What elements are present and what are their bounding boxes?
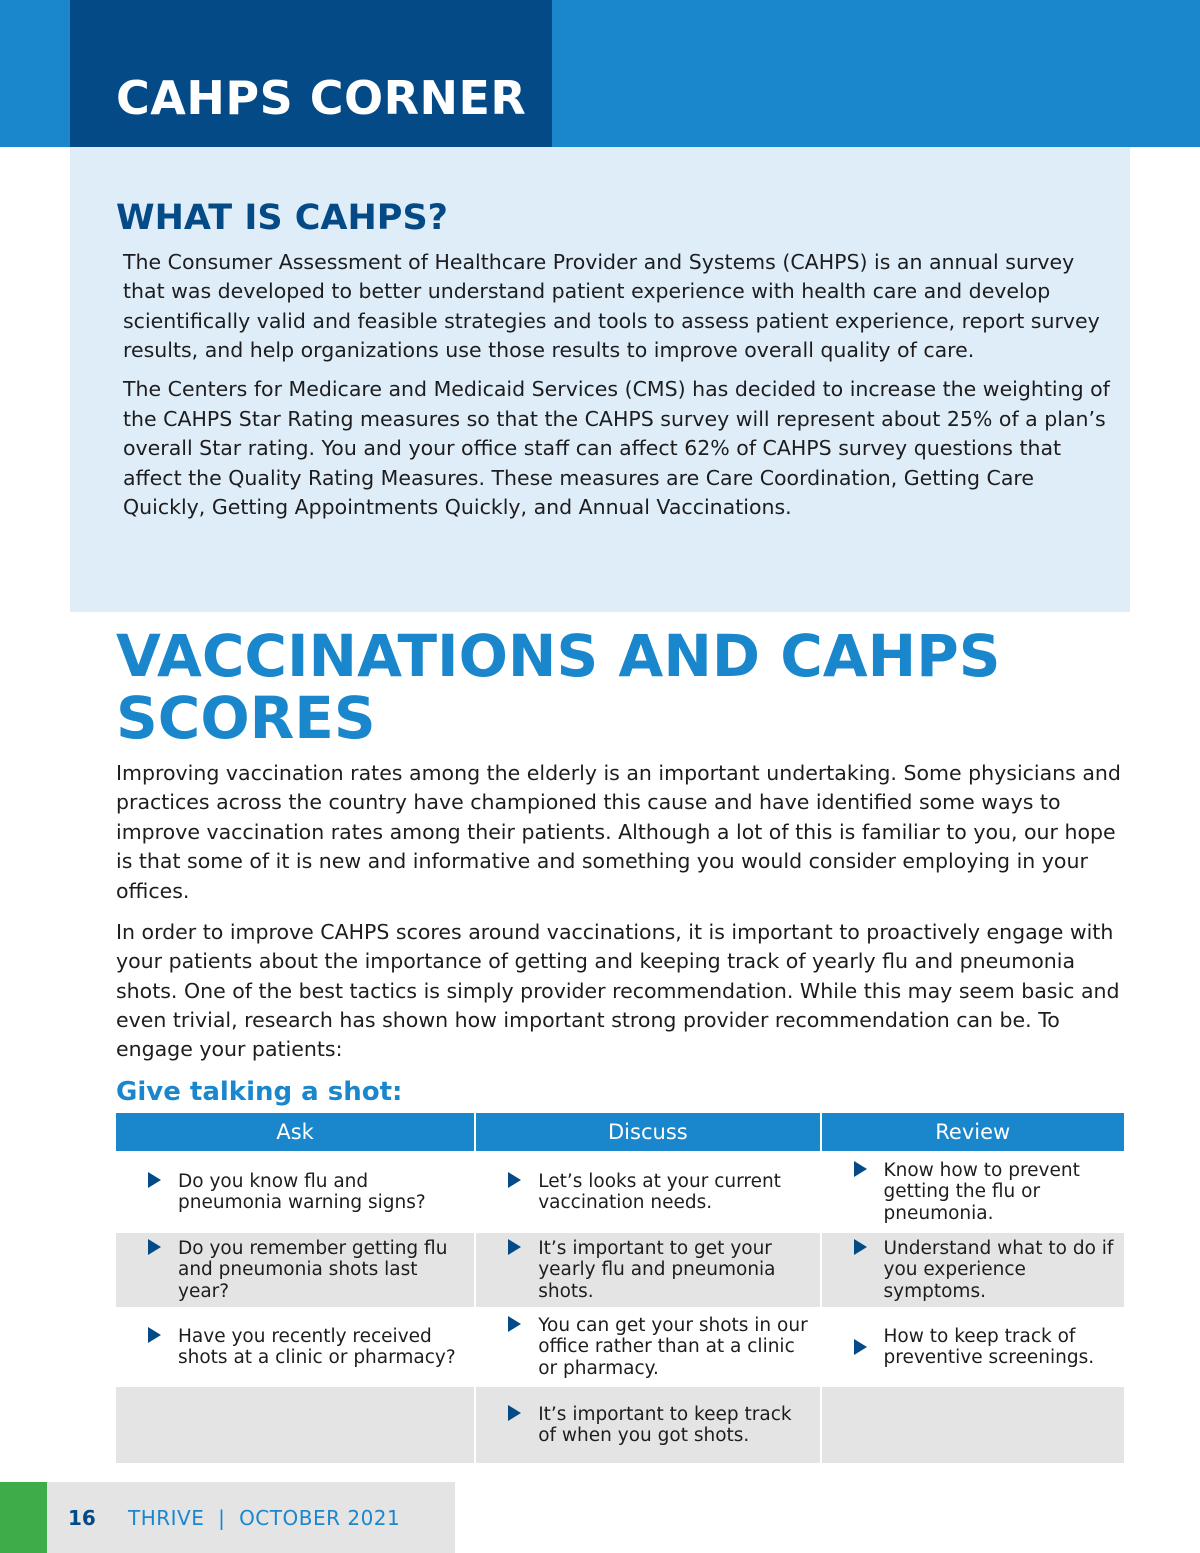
section-title-rest: CORNER [309, 71, 527, 125]
section-title [116, 70, 526, 126]
bullet-arrow-icon [854, 1239, 867, 1255]
table-cell [822, 1233, 1125, 1307]
table-cell [116, 1233, 474, 1307]
bullet-arrow-icon [508, 1172, 521, 1188]
vaccinations-heading: VACCINATIONS AND CAHPS SCORES [116, 622, 1001, 752]
column-header-discuss: Discuss [476, 1113, 819, 1151]
table-cell [476, 1309, 819, 1385]
cell-text: Know how to prevent getting the flu or pneumonia. [883, 1159, 1080, 1224]
table-header-row [116, 1113, 1124, 1151]
what-is-cahps-heading: WHAT IS CAHPS? [116, 198, 448, 238]
table-cell [822, 1387, 1125, 1463]
table-cell [822, 1309, 1125, 1385]
table-cell [116, 1387, 474, 1463]
bullet-arrow-icon [148, 1239, 161, 1255]
publication-name: THRIVE [128, 1506, 205, 1530]
what-is-paragraph: The Consumer Assessment of Healthcare Provider and Systems (CAHPS) is an annual survey that was developed to better understand patient experience with health care and develop scientifically valid and feasible strategies and tools to assess patient experience, report survey results, and help organizations use those results to improve overall quality of care. [123, 250, 1100, 363]
column-header-review: Review [822, 1113, 1125, 1151]
page-number: 16 [68, 1506, 96, 1530]
table-cell [116, 1153, 474, 1231]
bullet-arrow-icon [148, 1172, 161, 1188]
table-cell [476, 1153, 819, 1231]
table-row [116, 1153, 1124, 1231]
section-title-bold: CAHPS [116, 71, 294, 125]
cell-text: Let’s looks at your current vaccination needs. [538, 1170, 781, 1213]
footer-separator: | [218, 1506, 226, 1530]
bullet-arrow-icon [148, 1327, 161, 1343]
what-is-paragraph: The Centers for Medicare and Medicaid Services (CMS) has decided to increase the weighting of the CAHPS Star Rating measures so that the CAHPS survey will represent about 25% of a plan’s overall Star rating. You and your office staff can affect 62% of CAHPS survey questions that affect the Quality Rating Measures. These measures are Care Coordination, Getting Care Quickly, Getting Appointments Quickly, and Annual Vaccinations. [123, 377, 1110, 519]
cell-text: It’s important to keep track of when you got shots. [538, 1403, 792, 1446]
footer-publication-info [128, 1505, 400, 1531]
cell-text: How to keep track of preventive screenings. [883, 1325, 1095, 1368]
table-cell [116, 1309, 474, 1385]
table-cell [822, 1153, 1125, 1231]
bullet-arrow-icon [854, 1161, 867, 1177]
cell-text: Do you know flu and pneumonia warning signs? [178, 1170, 426, 1213]
cell-text: Do you remember getting flu and pneumonia shots last year? [178, 1237, 448, 1302]
table-row [116, 1233, 1124, 1307]
table-cell [476, 1233, 819, 1307]
table-row [116, 1309, 1124, 1385]
bullet-arrow-icon [508, 1405, 521, 1421]
bullet-arrow-icon [854, 1339, 867, 1355]
cell-text: It’s important to get your yearly flu and pneumonia shots. [538, 1237, 776, 1302]
cell-text: Have you recently received shots at a clinic or pharmacy? [178, 1325, 456, 1368]
vaccinations-body [116, 759, 1126, 1076]
table-cell [476, 1387, 819, 1463]
vaccinations-paragraph: In order to improve CAHPS scores around vaccinations, it is important to proactively engage with your patients about the importance of getting and keeping track of yearly flu and pneumonia shots. One of the best tactics is simply provider recommendation. While this may seem basic and even trivial, research has shown how important strong provider recommendation can be. To engage your patients: [116, 919, 1120, 1062]
cell-text: Understand what to do if you experience symptoms. [883, 1237, 1114, 1302]
what-is-cahps-body [123, 248, 1113, 532]
table-row [116, 1387, 1124, 1463]
bullet-arrow-icon [508, 1316, 521, 1332]
bullet-arrow-icon [508, 1239, 521, 1255]
talking-table [114, 1111, 1126, 1465]
issue-date: OCTOBER 2021 [239, 1506, 401, 1530]
footer-accent [0, 1482, 47, 1553]
talking-heading: Give talking a shot: [116, 1077, 403, 1107]
vaccinations-paragraph: Improving vaccination rates among the elderly is an important undertaking. Some physicians and practices across the country have championed this cause and have identified some ways to improve vaccination rates among their patients. Although a lot of this is familiar to you, our hope is that some of it is new and informative and something you would consider employing in your offices. [116, 761, 1121, 903]
cell-text: You can get your shots in our office rather than at a clinic or pharmacy. [538, 1314, 808, 1379]
column-header-ask: Ask [116, 1113, 474, 1151]
